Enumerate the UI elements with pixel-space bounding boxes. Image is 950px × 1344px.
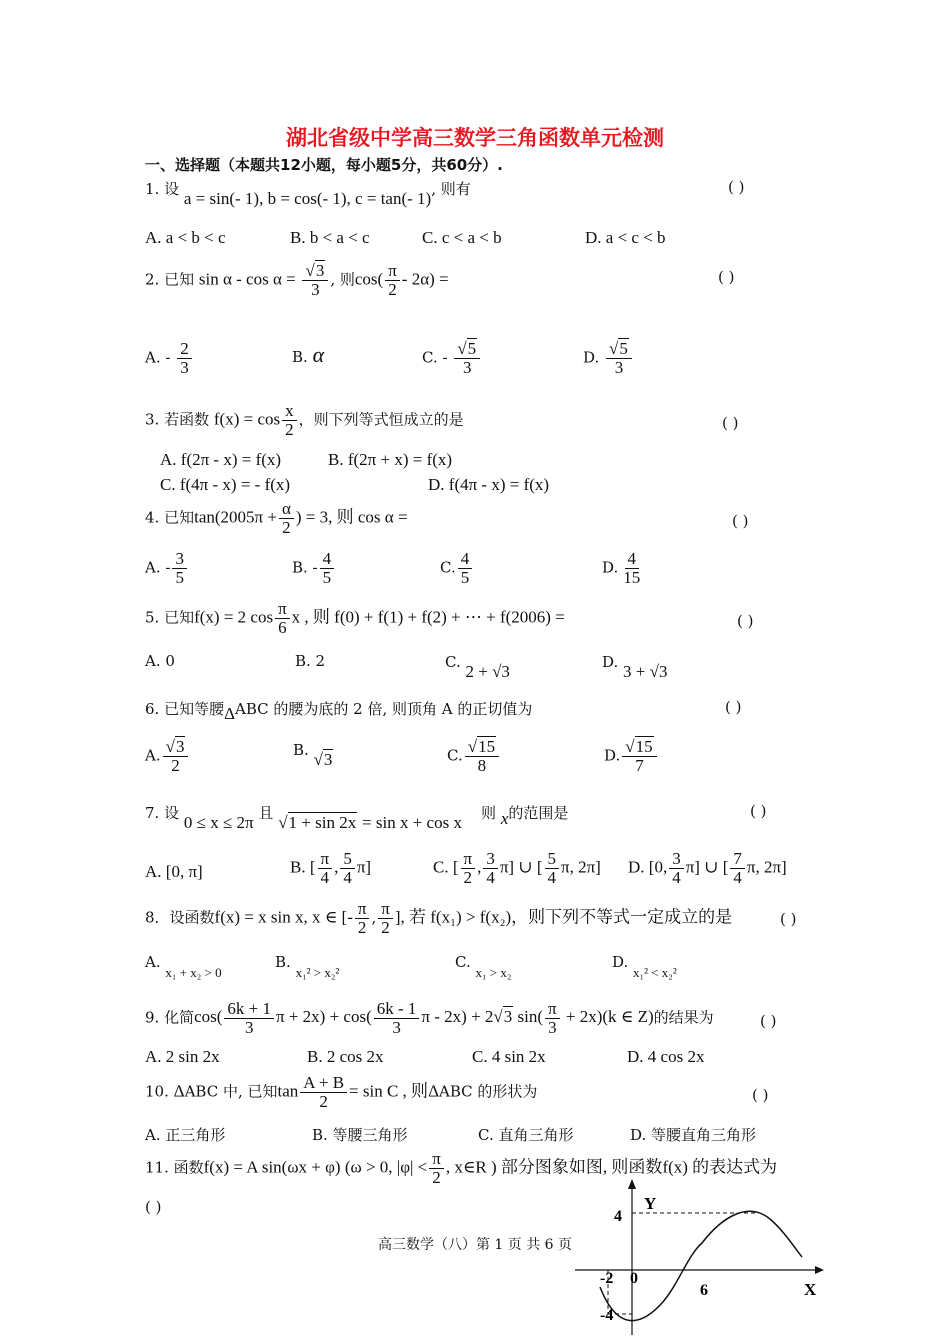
- q7-answer-paren: ( ): [750, 802, 767, 820]
- q7-option-a: A. [0, π]: [145, 862, 203, 881]
- question-2: [145, 262, 449, 299]
- q4-option-c: C. $\frac{4}{5}$: [440, 550, 474, 587]
- q6-answer-paren: ( ): [725, 698, 742, 716]
- question-3: 3. 若函数 f(x) = cos $\frac{x}{2}$ ，则下列等式恒成立的是: [145, 401, 464, 439]
- q3-option-c: C. f(4π - x) = - f(x): [160, 475, 291, 494]
- q8-option-c: C. x₁ > x₂: [455, 953, 512, 980]
- q6-option-b: B. √3: [293, 741, 333, 769]
- tick-6: 6: [700, 1282, 708, 1299]
- q1-option-a: A. a < b < c: [145, 228, 226, 247]
- q10-option-b: B. 等腰三角形: [312, 1126, 408, 1144]
- question-9: 9. 化简cos( $\frac{6k + 1}{3}$ π + 2x) + cos( $\frac{6k - 1}{3}$ π - 2x) + 2√3 sin( $\frac{\pi}{3}$ + 2x)(k ∈ Z)的结果为: [145, 999, 714, 1037]
- q2-answer-paren: ( ): [718, 268, 735, 286]
- q1-expr: a = sin(- 1), b = cos(- 1), c = tan(- 1): [183, 189, 432, 208]
- y-label: Y: [644, 1194, 657, 1213]
- q9-option-d: D. 4 cos 2x: [627, 1047, 705, 1066]
- question-11: 11. 函数f(x) = A sin(ωx + φ) (ω > 0, |φ| < $\frac{\pi}{2}$ , x∈R ) 部分图象如图, 则函数f(x) 的表达式为: [145, 1149, 778, 1187]
- q3-answer-paren: ( ): [722, 414, 739, 432]
- tick-minus-2: -2: [600, 1270, 614, 1287]
- q5-option-c: C. 2 + √3: [445, 653, 510, 681]
- q3-option-a: A. f(2π - x) = f(x): [160, 450, 282, 469]
- q1-label: 1. 设: [145, 180, 180, 198]
- q4-answer-paren: ( ): [732, 512, 749, 530]
- q9-option-a: A. 2 sin 2x: [145, 1047, 220, 1066]
- question-10: 10. ΔABC 中, 已知tan $\frac{A + B}{2}$ = sin C , 则ΔABC 的形状为: [145, 1073, 538, 1111]
- q10-answer-paren: ( ): [752, 1086, 769, 1104]
- q6-option-a: A. $\frac{√3}{2}$: [145, 738, 190, 775]
- page-footer: 高三数学（八）第 1 页 共 6 页: [377, 1237, 573, 1253]
- question-6: 6. 已知等腰ΔABC 的腰为底的 2 倍, 则顶角 A 的正切值为: [145, 700, 533, 723]
- q5-option-a: A. 0: [145, 652, 175, 670]
- q2-expr-c: cos(: [354, 269, 384, 289]
- q5-option-d: D. 3 + √3: [602, 653, 668, 681]
- q1-option-c: C. c < a < b: [422, 228, 502, 247]
- question-7: 7. 设 0 ≤ x ≤ 2π 且 √1 + sin 2x = sin x + cos x 则 x的范围是: [145, 804, 569, 832]
- question-5: 5. 已知f(x) = 2 cos $\frac{\pi}{6}$ x , 则 f(0) + f(1) + f(2) + ⋯ + f(2006) =: [145, 599, 565, 637]
- question-1: [145, 178, 471, 208]
- q1-option-b: B. b < a < c: [290, 228, 370, 247]
- q5-answer-paren: ( ): [737, 612, 754, 630]
- y-axis-arrow: [628, 1179, 636, 1189]
- q8-answer-paren: ( ): [780, 910, 797, 928]
- q8-option-a: A. x₁ + x₂ > 0: [145, 953, 222, 980]
- question-8: 8．设函数f(x) = x sin x, x ∈ [- $\frac{\pi}{2}$ , $\frac{\pi}{2}$ ], 若 f(x₁) > f(x₂)，则下列不等式一定成立的是: [145, 899, 733, 937]
- q3-option-b: B. f(2π + x) = f(x): [328, 450, 453, 469]
- tick-0: 0: [630, 1270, 638, 1287]
- q10-option-c: C. 直角三角形: [478, 1126, 574, 1144]
- q2-expr-b: , 则: [330, 270, 355, 289]
- q2-pi-frac: $\frac{\pi}{2}$: [385, 262, 400, 299]
- q7-option-c: C. [ $\frac{\pi}{2}$ , $\frac{3}{4}$ π] ∪ [ $\frac{5}{4}$ π, 2π]: [433, 849, 601, 887]
- page-title: 湖北省级中学高三数学三角函数单元检测: [286, 126, 664, 150]
- q2-option-d: D. $\frac{√5}{3}$: [583, 340, 634, 377]
- q2-fraction: $\frac{√3}{3}$: [302, 262, 328, 299]
- q7-option-b: B. [ $\frac{\pi}{4}$ , $\frac{5}{4}$ π]: [290, 849, 372, 887]
- q1-option-d: D. a < c < b: [585, 228, 666, 247]
- q9-answer-paren: ( ): [760, 1012, 777, 1030]
- q2-option-b: B. α: [292, 342, 325, 367]
- q6-option-c: C. $\frac{√15}{8}$: [447, 738, 501, 775]
- q5-option-b: B. 2: [295, 652, 326, 670]
- q2-option-c: C. - $\frac{√5}{3}$: [422, 340, 482, 377]
- q7-option-d: D. [0, $\frac{3}{4}$ π] ∪ [ $\frac{7}{4}$ π, 2π]: [628, 849, 787, 887]
- sine-curve: [600, 1211, 802, 1320]
- q1-answer-paren: ( ): [728, 178, 745, 196]
- q8-option-b: B. x₁² > x₂²: [275, 953, 340, 980]
- q3-option-d: D. f(4π - x) = f(x): [428, 475, 550, 494]
- sine-graph: [570, 1175, 830, 1340]
- q2-option-a: A. - $\frac{2}{3}$: [145, 340, 194, 377]
- q4-option-a: A. - $\frac{3}{5}$: [145, 550, 189, 587]
- q9-option-c: C. 4 sin 2x: [472, 1047, 546, 1066]
- q11-answer-paren: ( ): [145, 1198, 162, 1216]
- tick-minus-4: -4: [600, 1307, 614, 1324]
- q8-option-d: D. x₁² < x₂²: [612, 953, 677, 980]
- q2-label: 2. 已知: [145, 270, 195, 289]
- x-axis-arrow: [815, 1266, 824, 1274]
- q10-option-a: A. 正三角形: [145, 1126, 226, 1144]
- tick-4: 4: [614, 1208, 622, 1225]
- q10-option-d: D. 等腰直角三角形: [630, 1126, 757, 1144]
- x-label: X: [804, 1280, 817, 1299]
- question-4: 4. 已知tan(2005π + $\frac{\alpha}{2}$ ) = 3, 则 cos α =: [145, 499, 408, 537]
- section-heading: 一、选择题（本题共12小题，每小题5分，共60分）.: [145, 156, 503, 174]
- q1-tail: , 则有: [431, 180, 471, 198]
- q2-expr-d: - 2α) =: [401, 269, 449, 289]
- q4-option-d: D. $\frac{4}{15}$: [602, 549, 641, 587]
- q2-expr-a: sin α - cos α =: [198, 269, 296, 289]
- q9-option-b: B. 2 cos 2x: [307, 1047, 384, 1066]
- q4-option-b: B. - $\frac{4}{5}$: [292, 550, 336, 587]
- q6-option-d: D. $\frac{√15}{7}$: [604, 738, 659, 775]
